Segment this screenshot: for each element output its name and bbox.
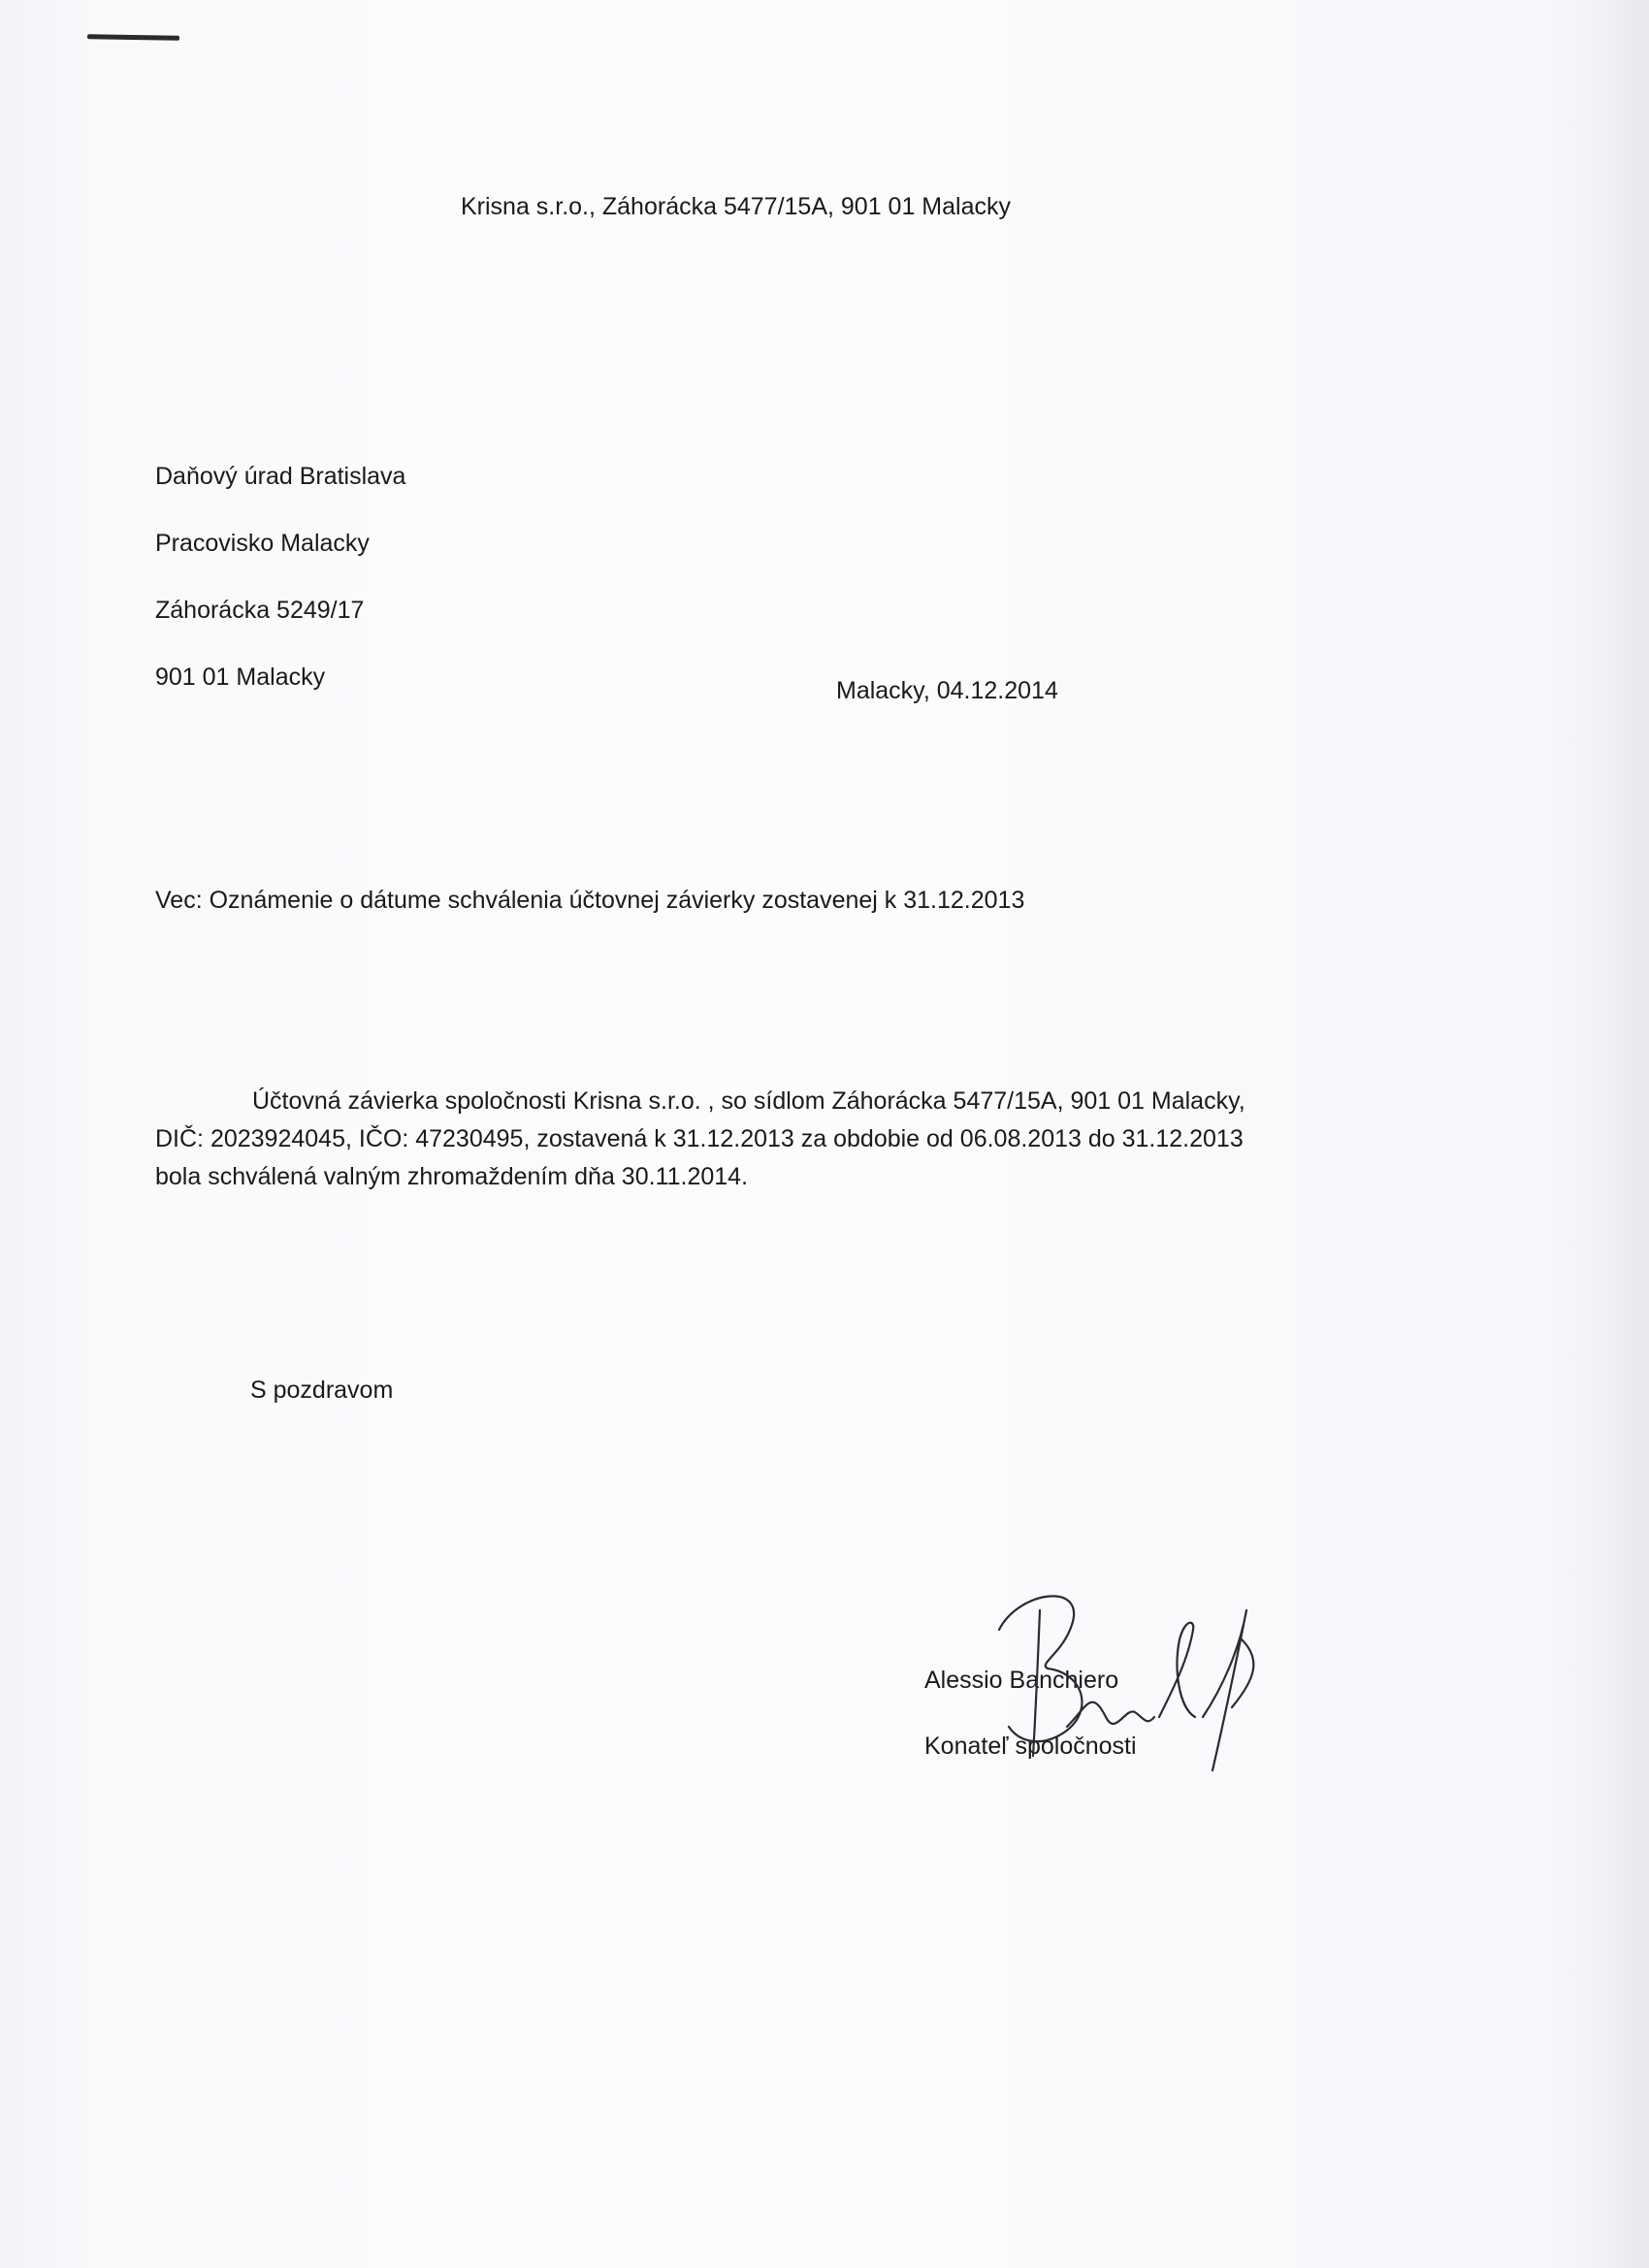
place-date: Malacky, 04.12.2014 (836, 677, 1058, 704)
recipient-line: Záhorácka 5249/17 (155, 597, 365, 624)
body-line: bola schválená valným zhromaždením dňa 30.11.2014. (155, 1163, 749, 1190)
subject-line: Vec: Oznámenie o dátume schválenia účtovnej závierky zostavenej k 31.12.2013 (155, 887, 1025, 914)
letter-body (155, 1083, 1406, 1196)
signatory-name: Alessio Banchiero (924, 1667, 1119, 1694)
recipient-line: 901 01 Malacky (155, 664, 326, 691)
recipient-address (155, 462, 405, 729)
body-line: DIČ: 2023924045, IČO: 47230495, zostavená k 31.12.2013 za obdobie od 06.08.2013 do 31.12.2013 (155, 1125, 1244, 1152)
recipient-line: Pracovisko Malacky (155, 530, 370, 557)
greeting: S pozdravom (250, 1377, 394, 1404)
body-line: Účtovná závierka spoločnosti Krisna s.r.o. , so sídlom Záhorácka 5477/15A, 901 01 Malacky, (252, 1087, 1245, 1115)
page-edge-shadow (1610, 0, 1649, 2268)
handwritten-signature (980, 1571, 1300, 1795)
sender-address: Krisna s.r.o., Záhorácka 5477/15A, 901 01 Malacky (461, 193, 1011, 220)
signatory-role: Konateľ spoločnosti (924, 1733, 1137, 1760)
recipient-line: Daňový úrad Bratislava (155, 463, 406, 490)
